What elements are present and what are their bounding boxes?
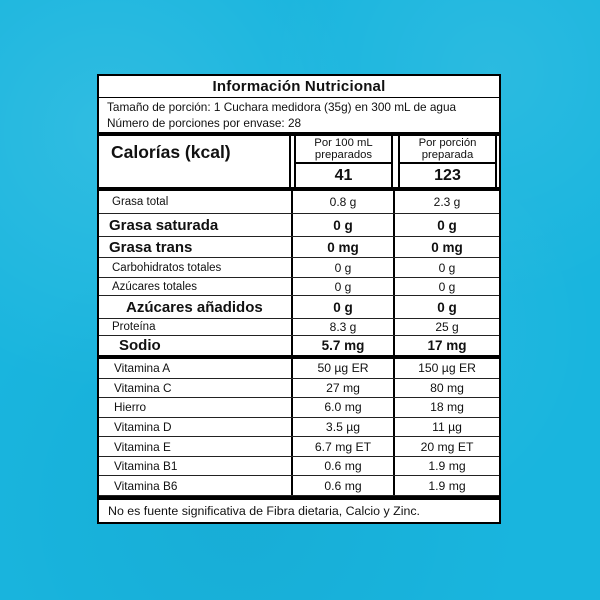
row-value-per-100ml: 8.3 g	[291, 319, 395, 335]
table-row	[99, 398, 499, 418]
calories-section	[99, 136, 499, 191]
row-value-per-100ml: 6.0 mg	[291, 398, 395, 417]
row-value-per-portion: 18 mg	[430, 400, 464, 415]
row-value-per-100ml: 0 g	[291, 258, 395, 277]
nutrient-table	[99, 191, 499, 359]
per-portion-column-header	[400, 136, 495, 164]
table-row	[99, 379, 499, 399]
row-value-per-100ml: 0 mg	[291, 237, 395, 257]
row-value-per-portion: 20 mg ET	[420, 439, 474, 454]
row-value-per-100ml: 27 mg	[291, 379, 395, 398]
row-value-per-100ml: 0.8 g	[291, 191, 395, 213]
table-row	[99, 336, 499, 355]
footnote: No es fuente significativa de Fibra dietaria, Calcio y Zinc.	[108, 504, 420, 518]
table-row	[99, 418, 499, 438]
table-row	[99, 457, 499, 477]
row-value-per-portion: 1.9 mg	[428, 478, 466, 493]
table-row	[99, 191, 499, 214]
table-row	[99, 319, 499, 336]
row-label: Proteína	[112, 321, 156, 333]
per-100ml-column	[294, 136, 393, 187]
table-row	[99, 278, 499, 296]
serving-info	[99, 98, 499, 136]
row-label: Vitamina E	[114, 439, 171, 454]
row-value-per-portion: 80 mg	[430, 380, 464, 395]
row-value-per-portion: 0 g	[437, 217, 457, 233]
table-row	[99, 296, 499, 319]
table-row	[99, 476, 499, 496]
per-100ml-header-line2: preparados	[314, 149, 373, 161]
servings-per-container-line: Número de porciones por envase: 28	[107, 115, 302, 130]
panel-title: Información Nutricional	[99, 76, 499, 98]
row-value-per-portion: 150 µg ER	[418, 361, 476, 376]
row-label: Vitamina C	[114, 380, 172, 395]
row-label: Azúcares añadidos	[126, 298, 263, 316]
row-value-per-100ml: 0 g	[291, 214, 395, 236]
row-value-per-100ml: 0.6 mg	[291, 457, 395, 476]
row-value-per-100ml: 3.5 µg	[291, 418, 395, 437]
row-label: Vitamina A	[114, 361, 171, 376]
vitamin-table	[99, 359, 499, 500]
row-label: Grasa saturada	[109, 216, 219, 234]
row-value-per-100ml: 5.7 mg	[291, 336, 395, 355]
row-value-per-100ml: 50 µg ER	[291, 359, 395, 378]
table-row	[99, 437, 499, 457]
per-100ml-column-header	[296, 136, 391, 164]
row-label: Azúcares totales	[112, 280, 198, 293]
row-value-per-portion: 0 g	[438, 260, 456, 275]
row-label: Carbohidratos totales	[112, 261, 222, 274]
table-row	[99, 258, 499, 278]
per-portion-header-line1: Por porción	[418, 136, 477, 149]
calories-label: Calorías (kcal)	[99, 136, 291, 187]
row-value-per-portion: 0 g	[437, 299, 457, 315]
calories-per-portion-value: 123	[434, 166, 461, 184]
row-label: Sodio	[119, 337, 161, 354]
row-value-per-portion: 11 µg	[432, 420, 462, 435]
row-value-per-100ml: 6.7 mg ET	[291, 437, 395, 456]
row-label: Vitamina D	[114, 420, 172, 435]
nutrition-facts-panel	[97, 74, 501, 524]
row-value-per-portion: 1.9 mg	[428, 459, 466, 474]
row-value-per-100ml: 0.6 mg	[291, 476, 395, 495]
per-portion-header-line2: preparada	[421, 149, 474, 161]
calories-per-100ml-value: 41	[334, 166, 353, 184]
row-label: Vitamina B1	[114, 459, 178, 474]
table-row	[99, 214, 499, 237]
row-value-per-portion: 25 g	[435, 320, 459, 334]
table-row	[99, 237, 499, 258]
row-value-per-portion: 2.3 g	[433, 195, 461, 209]
row-value-per-portion: 0 mg	[431, 239, 463, 255]
row-label: Hierro	[114, 400, 147, 415]
row-label: Vitamina B6	[114, 478, 178, 493]
per-100ml-header-line1: Por 100 mL	[314, 136, 373, 149]
row-value-per-portion: 17 mg	[427, 338, 467, 353]
serving-size-line: Tamaño de porción: 1 Cuchara medidora (35g) en 300 mL de agua	[107, 100, 457, 114]
row-value-per-100ml: 0 g	[291, 296, 395, 318]
row-value-per-portion: 0 g	[438, 279, 456, 294]
table-row	[99, 359, 499, 379]
row-value-per-100ml: 0 g	[291, 278, 395, 295]
row-label: Grasa total	[112, 196, 169, 208]
row-label: Grasa trans	[109, 238, 193, 256]
per-portion-column	[398, 136, 497, 187]
